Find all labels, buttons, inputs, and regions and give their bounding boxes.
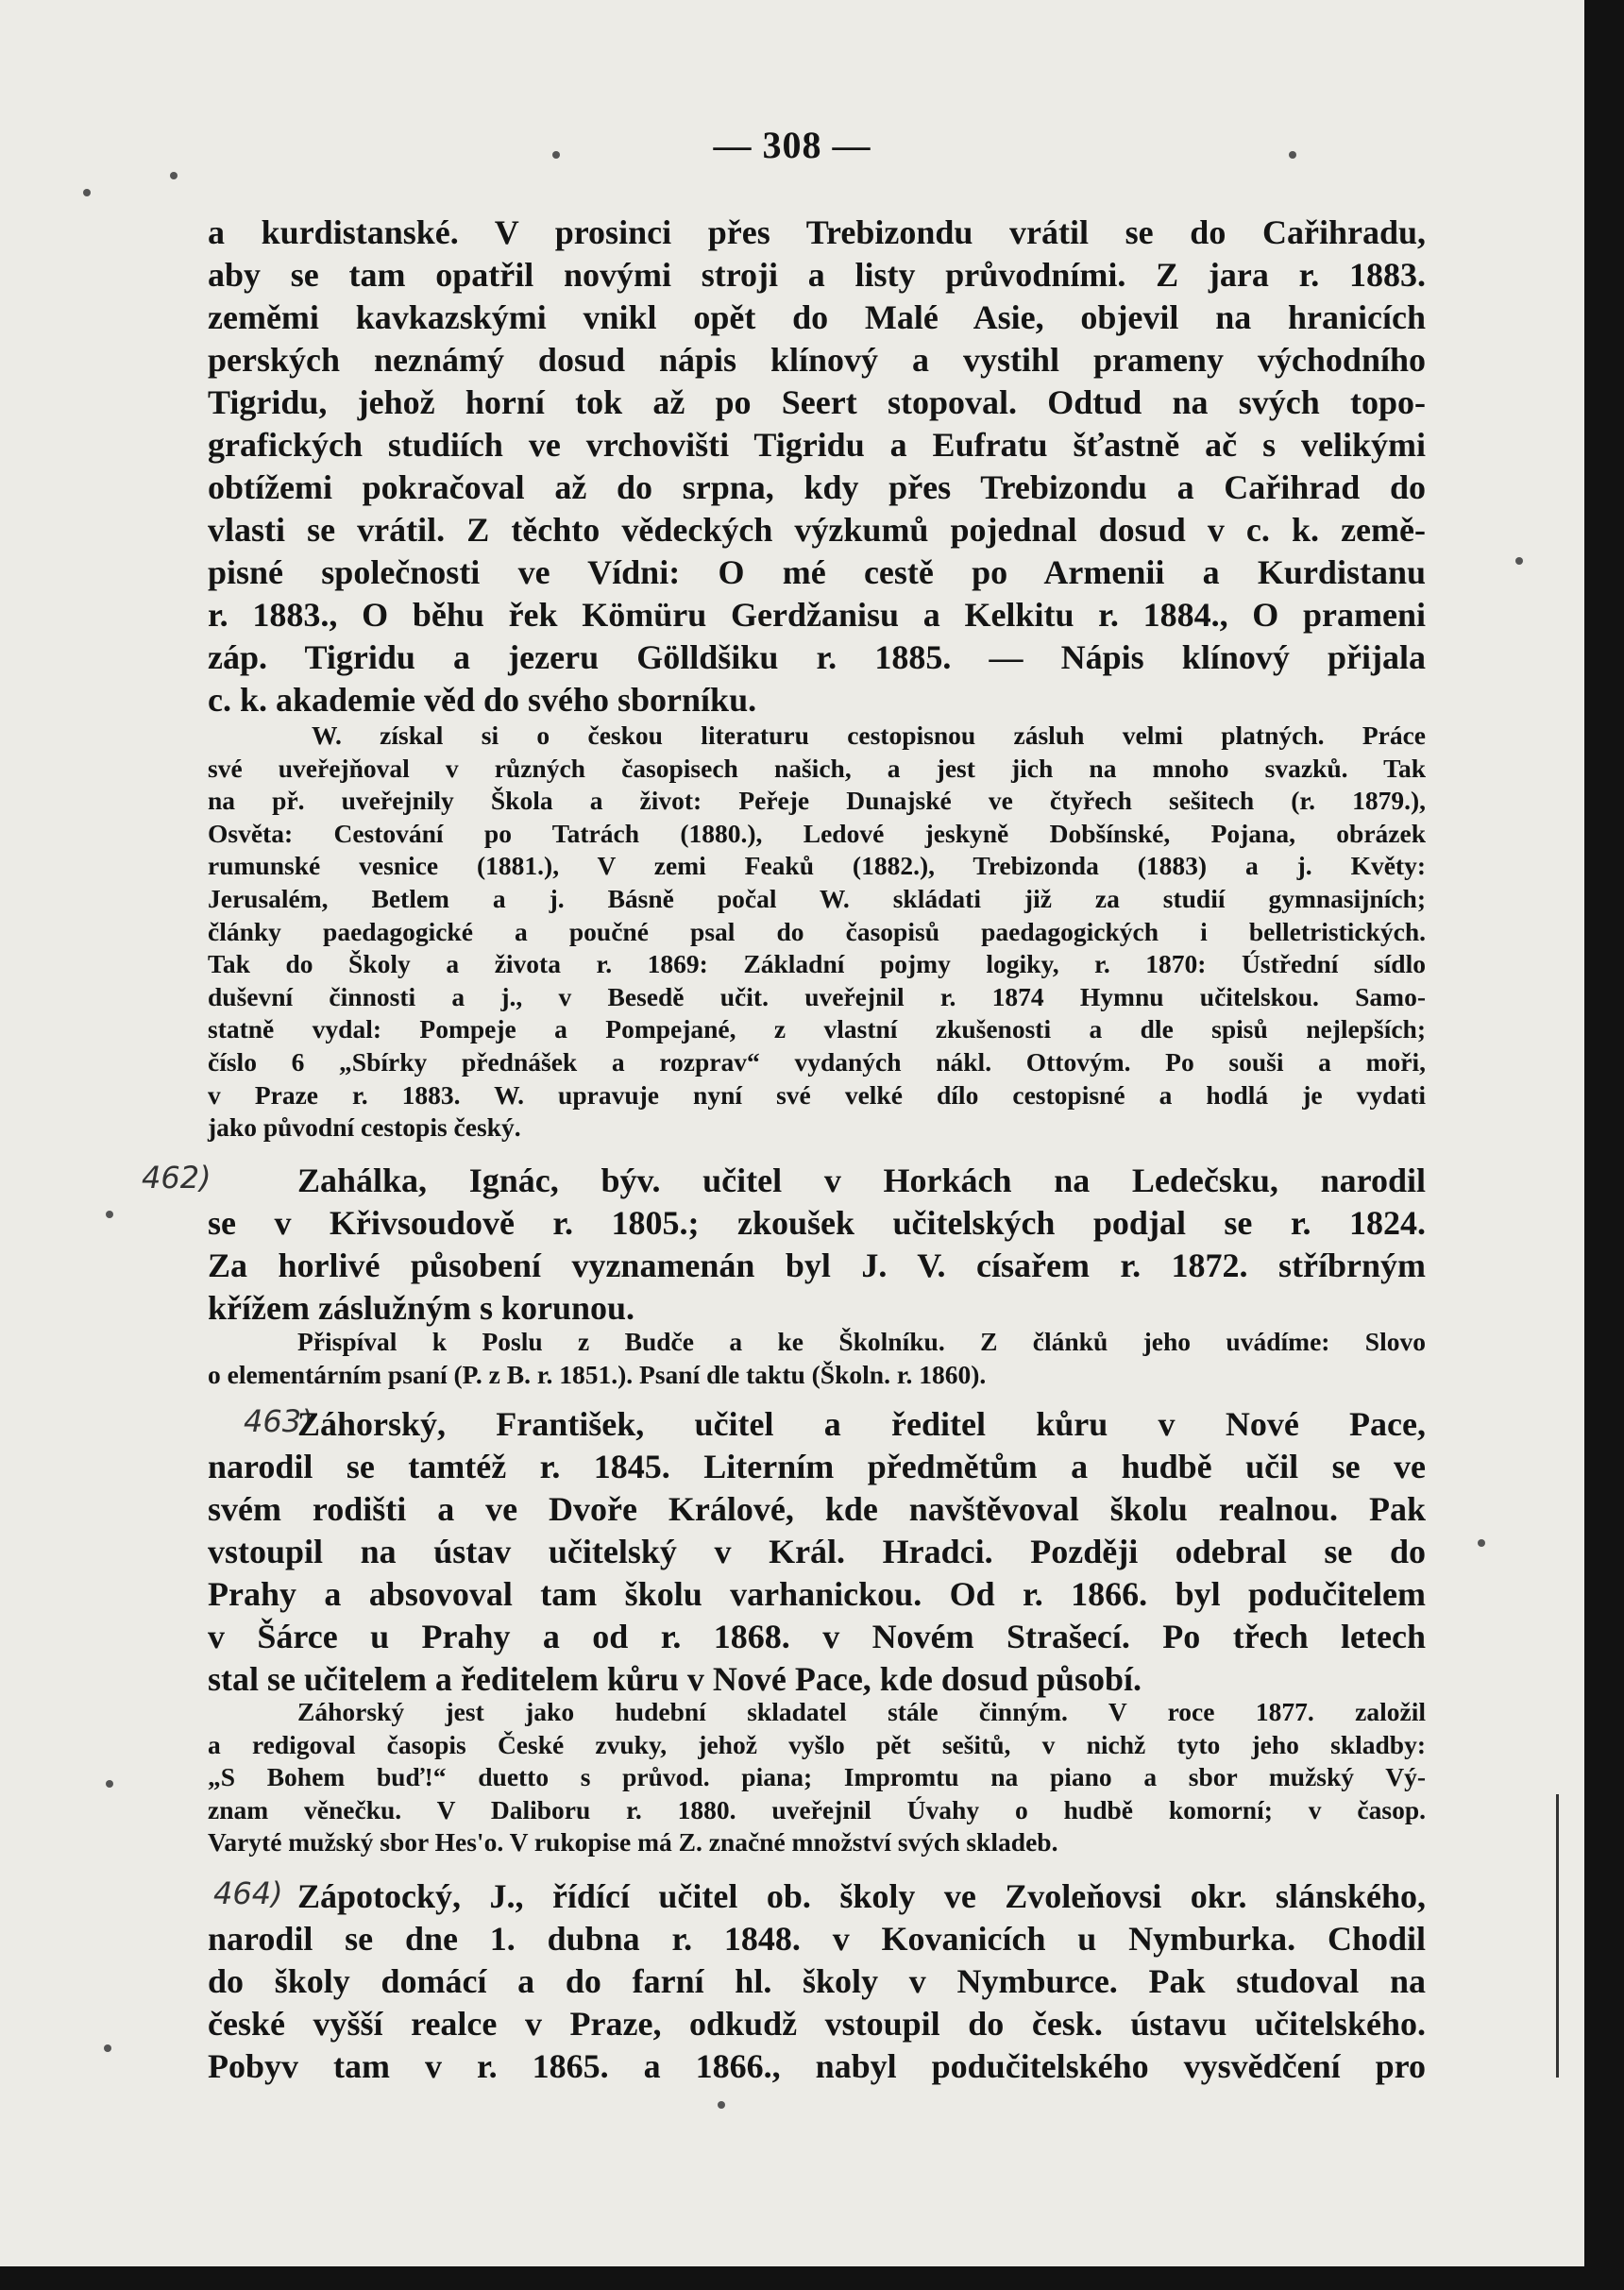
- text-line: Záhorský, František, učitel a ředitel kůru v Nové Pace,: [297, 1405, 1426, 1443]
- text-line: články paedagogické a poučné psal do časopisů paedagogických i belletristických.: [208, 916, 1426, 946]
- text-line: a redigoval časopis České zvuky, jehož vyšlo pět sešitů, v nichž tyto jeho skladby:: [208, 1729, 1426, 1759]
- text-line: Za horlivé působení vyznamenán byl J. V. císařem r. 1872. stříbrným: [208, 1247, 1426, 1284]
- text-line: Zahálka, Ignác, býv. učitel v Horkách na Ledečsku, narodil: [297, 1162, 1426, 1199]
- text-line: své uveřejňoval v různých časopisech našich, a jest jich na mnoho svazků. Tak: [208, 753, 1426, 783]
- speck: [1515, 557, 1523, 565]
- text-line: Osvěta: Cestování po Tatrách (1880.), Ledové jeskyně Dobšínské, Pojana, obrázek: [208, 818, 1426, 848]
- note-block4: [208, 1326, 1426, 1391]
- text-line: Zápotocký, J., řídící učitel ob. školy ve Zvoleňovsi okr. slánského,: [297, 1877, 1426, 1915]
- note-block6: [208, 1696, 1426, 1859]
- text-line: rumunské vesnice (1881.), V zemi Feaků (1882.), Trebizonda (1883) a j. Květy:: [208, 851, 1426, 881]
- text-line: Záhorský jest jako hudební skladatel stále činným. V roce 1877. založil: [297, 1697, 1426, 1726]
- text-line: vlasti se vrátil. Z těchto vědeckých výzkumů pojednal dosud v c. k. země-: [208, 511, 1426, 549]
- text-line: Pobyv tam v r. 1865. a 1866., nabyl podučitelského vysvědčení pro: [208, 2047, 1426, 2085]
- text-line: vstoupil na ústav učitelský v Král. Hradci. Později odebral se do: [208, 1533, 1426, 1570]
- text-line: o elementárním psaní (P. z B. r. 1851.). Psaní dle taktu (Školn. r. 1860).: [208, 1359, 987, 1389]
- text-line: do školy domácí a do farní hl. školy v Nymburce. Pak studoval na: [208, 1962, 1426, 2000]
- entry-zahalka: [208, 1160, 1426, 1330]
- note-block2: [208, 720, 1426, 1145]
- text-line: Prahy a absovoval tam školu varhanickou. Od r. 1866. byl podučitelem: [208, 1575, 1426, 1613]
- text-line: narodil se tamtéž r. 1845. Literním předmětům a hudbě učil se ve: [208, 1448, 1426, 1485]
- text-line: Tigridu, jehož horní tok až po Seert stopoval. Odtud na svých topo-: [208, 383, 1426, 421]
- text-line: pisné společnosti ve Vídni: O mé cestě po Armenii a Kurdistanu: [208, 553, 1426, 591]
- text-line: znam věnečku. V Daliboru r. 1880. uveřejnil Úvahy o hudbě komorní; v časop.: [208, 1794, 1426, 1824]
- text-line: Tak do Školy a života r. 1869: Základní pojmy logiky, r. 1870: Ústřední sídlo: [208, 949, 1426, 979]
- text-line: záp. Tigridu a jezeru Gölldšiku r. 1885. — Nápis klínový přijala: [208, 638, 1426, 676]
- text-line: křížem záslužným s korunou.: [208, 1289, 635, 1327]
- entry-zapotocky: [208, 1875, 1426, 2088]
- text-line: v Praze r. 1883. W. upravuje nyní své velké dílo cestopisné a hodlá je vydati: [208, 1079, 1426, 1110]
- speck: [1289, 151, 1296, 159]
- speck: [106, 1780, 113, 1788]
- scan-edge-bottom: [0, 2266, 1624, 2290]
- text-line: se v Křivsoudově r. 1805.; zkoušek učitelských podjal se r. 1824.: [208, 1204, 1426, 1242]
- text-line: stal se učitelem a ředitelem kůru v Nové Pace, kde dosud působí.: [208, 1660, 1142, 1698]
- text-line: statně vydal: Pompeje a Pompejané, z vlastní zkušenosti a dle spisů nejlepších;: [208, 1014, 1426, 1044]
- text-line: c. k. akademie věd do svého sborníku.: [208, 681, 757, 719]
- text-line: r. 1883., O běhu řek Kömüru Gerdžanisu a Kelkitu r. 1884., O prameni: [208, 596, 1426, 634]
- text-line: obtížemi pokračoval až do srpna, kdy přes Trebizondu a Cařihrad do: [208, 468, 1426, 506]
- text-line: „S Bohem buď!“ duetto s průvod. piana; Impromtu na piano a sbor mužský Vý-: [208, 1762, 1426, 1792]
- speck: [170, 172, 178, 179]
- text-line: české vyšší realce v Praze, odkudž vstoupil do česk. ústavu učitelského.: [208, 2005, 1426, 2043]
- speck: [552, 151, 560, 159]
- paragraph-block1: [208, 212, 1426, 721]
- text-line: aby se tam opatřil novými stroji a listy průvodními. Z jara r. 1883.: [208, 256, 1426, 294]
- text-line: jako původní cestopis český.: [208, 1112, 521, 1143]
- text-line: duševní činnosti a j., v Besedě učit. uveřejnil r. 1874 Hymnu učitelskou. Samo-: [208, 981, 1426, 1011]
- scan-edge-right: [1584, 0, 1624, 2290]
- text-line: perských neznámý dosud nápis klínový a vystihl prameny východního: [208, 341, 1426, 379]
- marginal-note: 463): [244, 1403, 313, 1439]
- text-line: Varyté mužský sbor Hes'o. V rukopise má Z. značné množství svých skladeb.: [208, 1827, 1058, 1857]
- text-line: v Šárce u Prahy a od r. 1868. v Novém Strašecí. Po třech letech: [208, 1618, 1426, 1655]
- text-line: Jerusalém, Betlem a j. Básně počal W. skládati již za studií gymnasijních;: [208, 883, 1426, 913]
- text-line: a kurdistanské. V prosinci přes Trebizondu vrátil se do Cařihradu,: [208, 213, 1426, 251]
- entry-zahorsky: [208, 1403, 1426, 1701]
- text-line: svém rodišti a ve Dvoře Králové, kde navštěvoval školu realnou. Pak: [208, 1490, 1426, 1528]
- text-line: Přispíval k Poslu z Budče a ke Školníku. Z článků jeho uvádíme: Slovo: [297, 1327, 1426, 1356]
- marginal-note: 462): [142, 1160, 211, 1196]
- speck: [718, 2101, 725, 2109]
- text-line: grafických studiích ve vrchovišti Tigridu a Eufratu šťastně ač s velikými: [208, 426, 1426, 464]
- page-number: — 308 —: [713, 124, 871, 166]
- text-line: číslo 6 „Sbírky přednášek a rozprav“ vydaných nákl. Ottovým. Po souši a moři,: [208, 1046, 1426, 1077]
- text-line: na př. uveřejnily Škola a život: Peřeje Dunajské ve čtyřech sešitech (r. 1879.),: [208, 786, 1426, 816]
- speck: [1478, 1539, 1485, 1547]
- marginal-note: 464): [213, 1875, 283, 1911]
- text-line: narodil se dne 1. dubna r. 1848. v Kovanicích u Nymburka. Chodil: [208, 1920, 1426, 1958]
- speck: [106, 1211, 113, 1218]
- speck: [83, 189, 91, 196]
- speck: [104, 2044, 111, 2052]
- binding-shadow: [1556, 1794, 1559, 2078]
- text-line: zeměmi kavkazskými vnikl opět do Malé Asie, objevil na hranicích: [208, 298, 1426, 336]
- text-line: W. získal si o českou literaturu cestopisnou zásluh velmi platných. Práce: [312, 721, 1426, 750]
